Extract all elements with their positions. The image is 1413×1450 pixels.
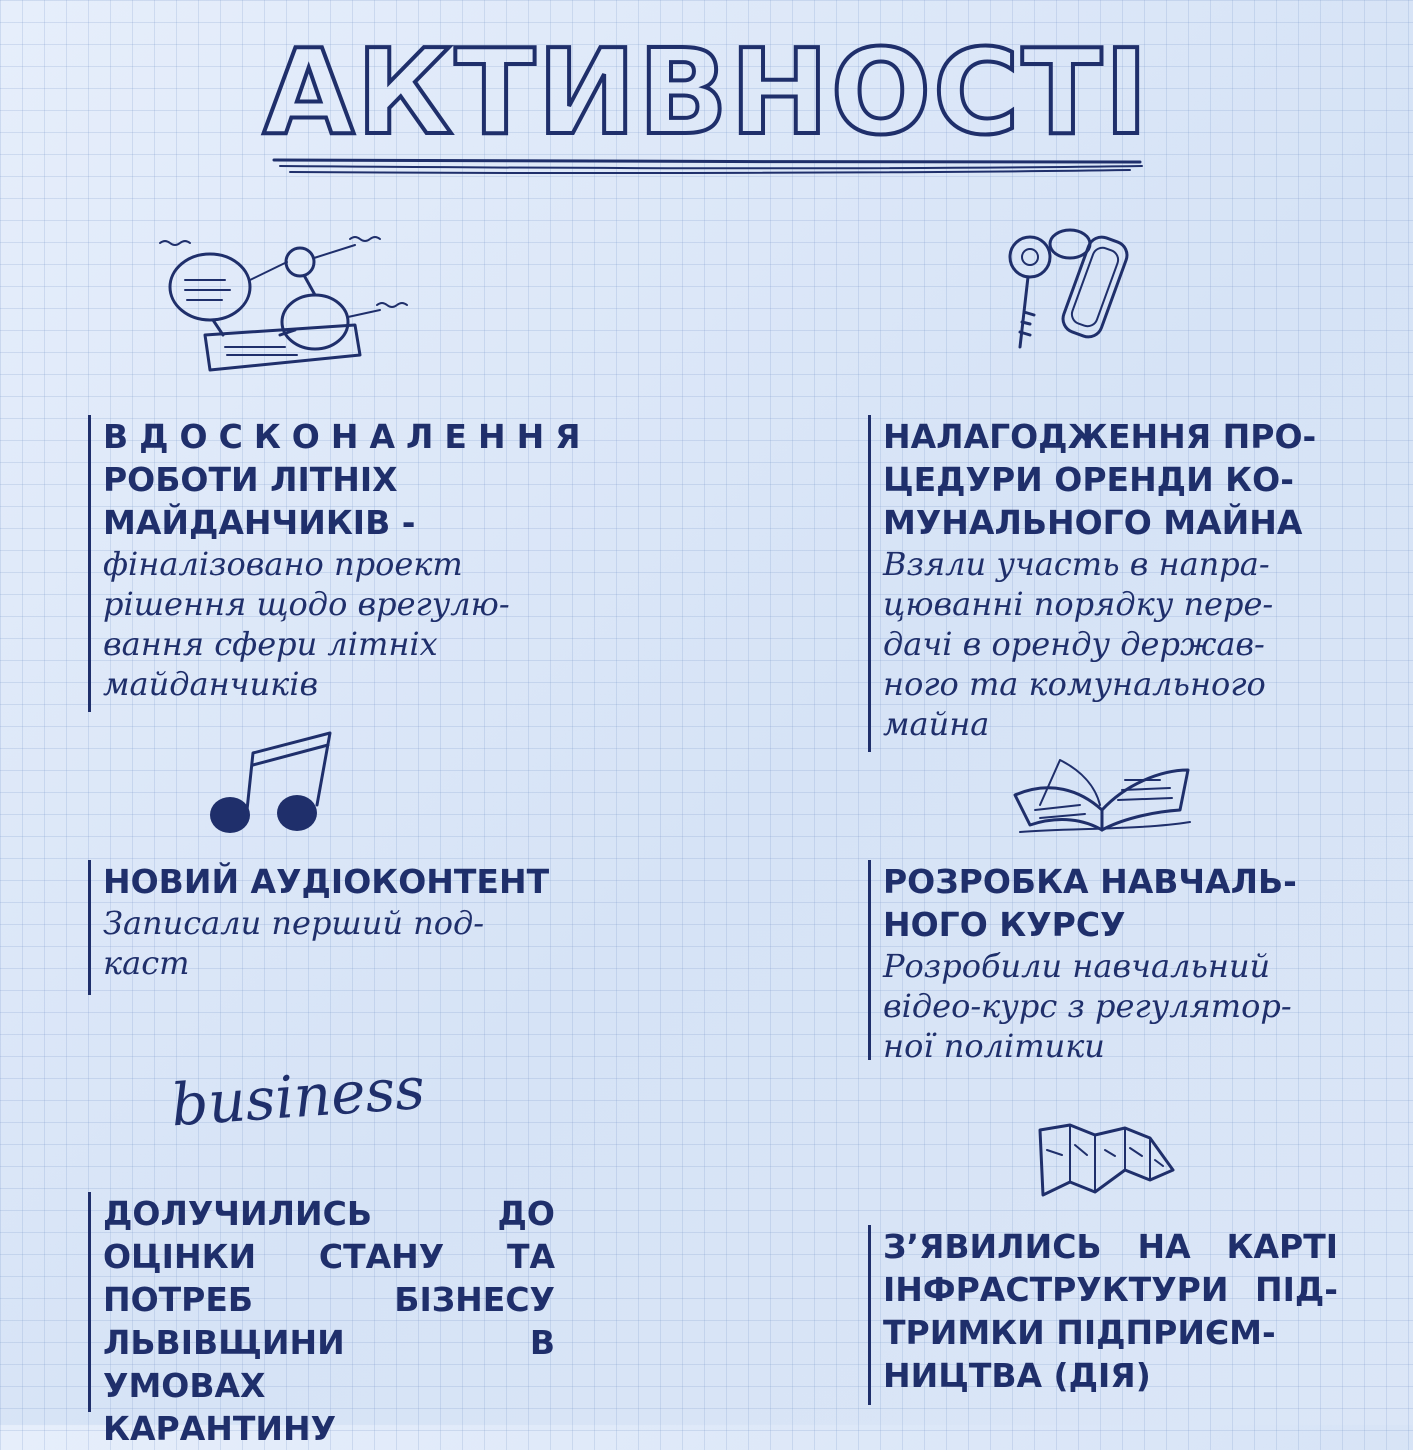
mind-map-icon (155, 225, 415, 390)
activity-heading: НАЛАГОДЖЕННЯ ПРО- ЦЕДУРИ ОРЕНДИ КО- МУНАЛЬНОГО МАЙНА (883, 417, 1317, 542)
activity-description: Записали перший под- каст (103, 904, 485, 982)
activity-heading-line: КАРАНТИНУ (103, 1409, 337, 1448)
activity-heading: НОВИЙ АУДІОКОНТЕНТ (103, 862, 550, 901)
open-book-icon (1010, 750, 1195, 840)
activity-summer-terraces (88, 415, 592, 712)
activity-heading: РОБОТИ ЛІТНІХ МАЙДАНЧИКІВ - (103, 460, 416, 542)
activity-business-assessment (88, 1192, 555, 1448)
activity-diia-map (868, 1225, 1338, 1405)
activity-heading-line: ІНФРАСТРУКТУРИ ПІД- (883, 1270, 1338, 1309)
activity-audio-content (88, 860, 558, 995)
activity-heading-line: ЛЬВІВЩИНИ В УМОВАХ (103, 1323, 555, 1405)
activity-property-lease (868, 415, 1353, 752)
activity-description: Взяли участь в напра- цюванні порядку пере- дачі в оренду держав- ного та комунального майна (883, 545, 1274, 743)
activity-heading-line: ОЦІНКИ СТАНУ ТА (103, 1237, 555, 1276)
activity-description: фіналізовано проект рішення щодо врегулю- вання сфери літніх майданчиків (103, 545, 510, 703)
activity-heading-line: З’ЯВИЛИСЬ НА КАРТІ (883, 1227, 1338, 1266)
music-note-icon (205, 725, 345, 840)
business-doodle: business (168, 1053, 427, 1140)
activity-heading: РОЗРОБКА НАВЧАЛЬ- НОГО КУРСУ (883, 862, 1297, 944)
activity-heading: ВДОСКОНАЛЕННЯ (103, 417, 592, 456)
activity-training-course (868, 860, 1348, 1065)
activity-heading-line: ПОТРЕБ БІЗНЕСУ (103, 1280, 555, 1319)
activity-heading-line: ТРИМКИ ПІДПРИЄМ- (883, 1313, 1276, 1352)
activity-description: Розробили навчальний відео-курс з регулятор- ної політики (883, 947, 1292, 1065)
activity-heading-line: НИЦТВА (ДІЯ) (883, 1356, 1151, 1395)
title-underline (270, 150, 1145, 180)
activity-heading-line: ДОЛУЧИЛИСЬ ДО (103, 1194, 555, 1233)
page-title: АКТИВНОСТІ (262, 23, 1151, 161)
keys-icon (1000, 222, 1150, 352)
folded-map-icon (1035, 1120, 1175, 1200)
